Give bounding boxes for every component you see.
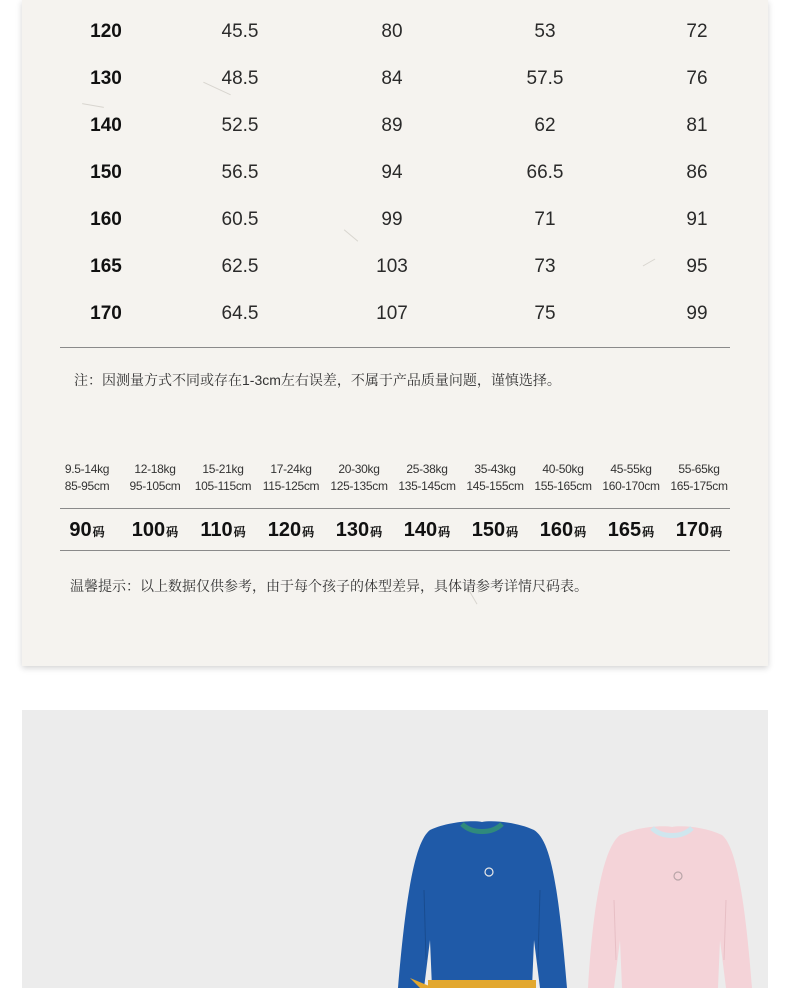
ref-weight-130 (324, 461, 394, 495)
measurement-cell: 72 (686, 21, 708, 42)
measurement-cell: 57.5 (526, 68, 564, 89)
size-value: 170 (90, 303, 122, 324)
ref-weight-140 (392, 461, 462, 495)
ref-weight-100 (120, 461, 190, 495)
size-row (22, 297, 768, 331)
measurement-note: 注：因测量方式不同或存在1-3cm左右误差，不属于产品质量问题，谨慎选择。 (74, 372, 561, 388)
code-unit: 码 (642, 525, 655, 539)
code-number: 100 (131, 519, 166, 541)
size-code (52, 514, 122, 548)
measurement-cell: 91 (686, 209, 708, 230)
height-range: 125-135cm (330, 479, 388, 493)
measurement-cell: 71 (534, 209, 556, 230)
ref-weight-150 (460, 461, 530, 495)
measurement-cell: 62.5 (221, 256, 259, 277)
size-code (528, 514, 598, 548)
size-code (596, 514, 666, 548)
weight-range: 40-50kg (542, 462, 584, 476)
height-range: 85-95cm (64, 479, 110, 493)
height-range: 160-170cm (602, 479, 660, 493)
size-code (324, 514, 394, 548)
measurement-cell: 84 (381, 68, 403, 89)
weight-range: 55-65kg (678, 462, 720, 476)
measurement-cell: 64.5 (221, 303, 259, 324)
size-value: 140 (90, 115, 122, 136)
code-unit: 码 (166, 525, 179, 539)
code-number: 90 (69, 519, 92, 541)
ref-weight-165 (596, 461, 666, 495)
measurement-cell: 45.5 (221, 21, 259, 42)
size-value: 165 (90, 256, 122, 277)
measurement-cell: 80 (381, 21, 403, 42)
product-photo (22, 710, 768, 988)
tip-text: 温馨提示：以上数据仅供参考，由于每个孩子的体型差异，具体请参考详情尺码表。 (70, 578, 588, 594)
ref-weight-90 (52, 461, 122, 495)
product-illustration (22, 710, 768, 988)
measurement-cell: 103 (376, 256, 408, 277)
measurement-cell: 62 (534, 115, 556, 136)
code-number: 160 (539, 519, 574, 541)
size-code (460, 514, 530, 548)
weight-range: 9.5-14kg (64, 462, 110, 476)
ref-top-divider (60, 508, 730, 509)
height-range: 155-165cm (534, 479, 592, 493)
code-number: 170 (675, 519, 710, 541)
code-unit: 码 (92, 525, 105, 539)
ref-weight-120 (256, 461, 326, 495)
size-code (120, 514, 190, 548)
size-code (256, 514, 326, 548)
code-number: 165 (607, 519, 642, 541)
code-unit: 码 (233, 525, 246, 539)
code-number: 120 (267, 519, 302, 541)
size-code (392, 514, 462, 548)
size-code (664, 514, 734, 548)
table-divider (60, 347, 730, 348)
measurement-cell: 60.5 (221, 209, 259, 230)
height-range: 145-155cm (466, 479, 524, 493)
measurement-cell: 86 (686, 162, 708, 183)
measurement-cell: 89 (381, 115, 403, 136)
measurement-cell: 73 (534, 256, 556, 277)
size-chart-card (22, 0, 768, 666)
weight-range: 20-30kg (338, 462, 380, 476)
measurement-cell: 53 (534, 21, 556, 42)
height-range: 135-145cm (398, 479, 456, 493)
measurement-cell: 75 (534, 303, 556, 324)
measurement-cell: 66.5 (526, 162, 564, 183)
ref-weight-110 (188, 461, 258, 495)
size-value: 150 (90, 162, 122, 183)
size-row (22, 109, 768, 143)
size-row (22, 62, 768, 96)
blue-shirt-image (398, 821, 567, 988)
texture-mark (82, 103, 104, 108)
code-unit: 码 (710, 525, 723, 539)
height-range: 105-115cm (194, 479, 252, 493)
size-value: 120 (90, 21, 122, 42)
code-unit: 码 (438, 525, 451, 539)
measurement-cell: 99 (686, 303, 708, 324)
code-number: 110 (200, 519, 233, 541)
height-range: 115-125cm (262, 479, 320, 493)
weight-range: 15-21kg (202, 462, 244, 476)
code-unit: 码 (302, 525, 315, 539)
height-range: 165-175cm (670, 479, 728, 493)
pink-shirt-image (588, 826, 752, 988)
code-unit: 码 (506, 525, 519, 539)
measurement-cell: 52.5 (221, 115, 259, 136)
code-number: 140 (403, 519, 438, 541)
code-number: 130 (335, 519, 370, 541)
code-unit: 码 (370, 525, 383, 539)
measurement-cell: 95 (686, 256, 708, 277)
size-code (188, 514, 258, 548)
ref-bottom-divider (60, 550, 730, 551)
weight-range: 25-38kg (406, 462, 448, 476)
measurement-cell: 56.5 (221, 162, 259, 183)
measurement-cell: 76 (686, 68, 708, 89)
code-number: 150 (471, 519, 506, 541)
size-row (22, 15, 768, 49)
code-unit: 码 (574, 525, 587, 539)
weight-range: 12-18kg (134, 462, 176, 476)
measurement-cell: 99 (381, 209, 403, 230)
size-value: 160 (90, 209, 122, 230)
weight-range: 35-43kg (474, 462, 516, 476)
size-row (22, 250, 768, 284)
size-row (22, 156, 768, 190)
ref-weight-170 (664, 461, 734, 495)
weight-range: 45-55kg (610, 462, 652, 476)
measurement-cell: 48.5 (221, 68, 259, 89)
measurement-cell: 107 (376, 303, 408, 324)
size-row (22, 203, 768, 237)
weight-range: 17-24kg (270, 462, 312, 476)
measurement-cell: 81 (686, 115, 708, 136)
measurement-cell: 94 (381, 162, 403, 183)
ref-weight-160 (528, 461, 598, 495)
size-value: 130 (90, 68, 122, 89)
height-range: 95-105cm (129, 479, 181, 493)
